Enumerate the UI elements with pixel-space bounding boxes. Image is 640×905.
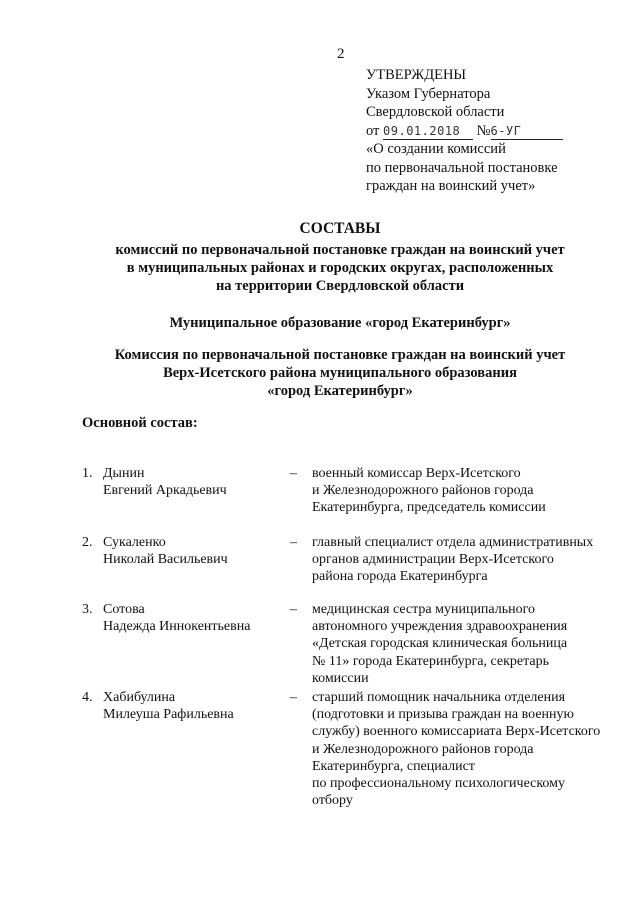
role-line: старший помощник начальника отделения: [312, 690, 566, 705]
approval-decree-type: Указом Губернатора: [366, 85, 491, 102]
member-role: [312, 601, 627, 687]
member-role: [312, 689, 627, 809]
municipality-heading: Муниципальное образование «город Екатеринбург»: [169, 315, 511, 331]
member-number: 3.: [82, 602, 93, 617]
member-role: [312, 465, 627, 517]
member-given-names: Евгений Аркадьевич: [103, 483, 227, 499]
role-line: комиссии: [312, 670, 369, 686]
approval-date-number: [366, 122, 563, 141]
commission-line: Верх-Исетского района муниципального образования: [163, 365, 517, 381]
member-surname: Сотова: [103, 602, 145, 617]
member-number: 4.: [82, 690, 93, 705]
role-line: автономного учреждения здравоохранения: [312, 619, 568, 635]
role-line: службу) военного комиссариата Верх-Исетского: [312, 724, 601, 740]
member-number: 1.: [82, 466, 93, 481]
member-surname: Хабибулина: [103, 690, 176, 705]
approval-decree-title-1: «О создании комиссий: [366, 141, 506, 157]
member-name: [103, 601, 293, 635]
role-line: медицинская сестра муниципального: [312, 602, 536, 617]
number-label: №: [476, 122, 491, 139]
role-line: Екатеринбурга, специалист: [312, 758, 475, 774]
document-title: СОСТАВЫ: [299, 220, 381, 237]
role-line: главный специалист отдела административных: [312, 535, 594, 550]
subtitle-line: комиссий по первоначальной постановке граждан на воинский учет: [115, 242, 565, 258]
commission-line: Комиссия по первоначальной постановке граждан на воинский учет: [114, 347, 566, 363]
role-line: органов администрации Верх-Исетского: [312, 552, 554, 568]
role-line: (подготовки и призыва граждан на военную: [312, 707, 574, 723]
member-name: [103, 465, 293, 499]
member-name: [103, 689, 293, 723]
section-label: Основной состав:: [82, 415, 198, 431]
role-line: военный комиссар Верх-Исетского: [312, 466, 521, 481]
role-line: и Железнодорожного районов города: [312, 741, 534, 757]
decree-date: 09.01.2018: [383, 123, 461, 138]
page-number: 2: [337, 46, 345, 62]
dash-separator: –: [290, 466, 297, 481]
approval-region: Свердловской области: [366, 104, 505, 120]
role-line: района города Екатеринбурга: [312, 569, 488, 585]
approval-decree-title-2: по первоначальной постановке: [366, 159, 558, 176]
approval-decree-title-3: граждан на воинский учет»: [366, 178, 536, 194]
member-surname: Дынин: [103, 466, 145, 481]
from-label: от: [366, 122, 380, 139]
role-line: «Детская городская клиническая больница: [312, 636, 568, 652]
member-given-names: Милеуша Рафильевна: [103, 707, 234, 723]
commission-heading: [60, 346, 620, 400]
subtitle-line: в муниципальных районах и городских округах, расположенных: [126, 260, 554, 276]
member-number: 2.: [82, 535, 93, 550]
member-name: [103, 534, 293, 568]
member-given-names: Надежда Иннокентьевна: [103, 619, 251, 635]
decree-number: 6-УГ: [490, 123, 522, 138]
member-surname: Сукаленко: [103, 535, 166, 550]
role-line: Екатеринбурга, председатель комиссии: [312, 500, 546, 516]
subtitle-line: на территории Свердловской области: [215, 278, 465, 294]
role-line: по профессиональному психологическому: [312, 776, 566, 792]
dash-separator: –: [290, 602, 297, 617]
commission-line: «город Екатеринбург»: [267, 383, 413, 399]
dash-separator: –: [290, 535, 297, 550]
approval-heading: УТВЕРЖДЕНЫ: [366, 67, 467, 83]
dash-separator: –: [290, 690, 297, 705]
document-subtitle: [60, 241, 620, 295]
role-line: № 11» города Екатеринбурга, секретарь: [312, 653, 550, 669]
member-given-names: Николай Васильевич: [103, 552, 228, 568]
member-role: [312, 534, 627, 586]
approval-stamp: [366, 66, 563, 196]
role-line: и Железнодорожного районов города: [312, 483, 534, 499]
role-line: отбору: [312, 793, 353, 809]
